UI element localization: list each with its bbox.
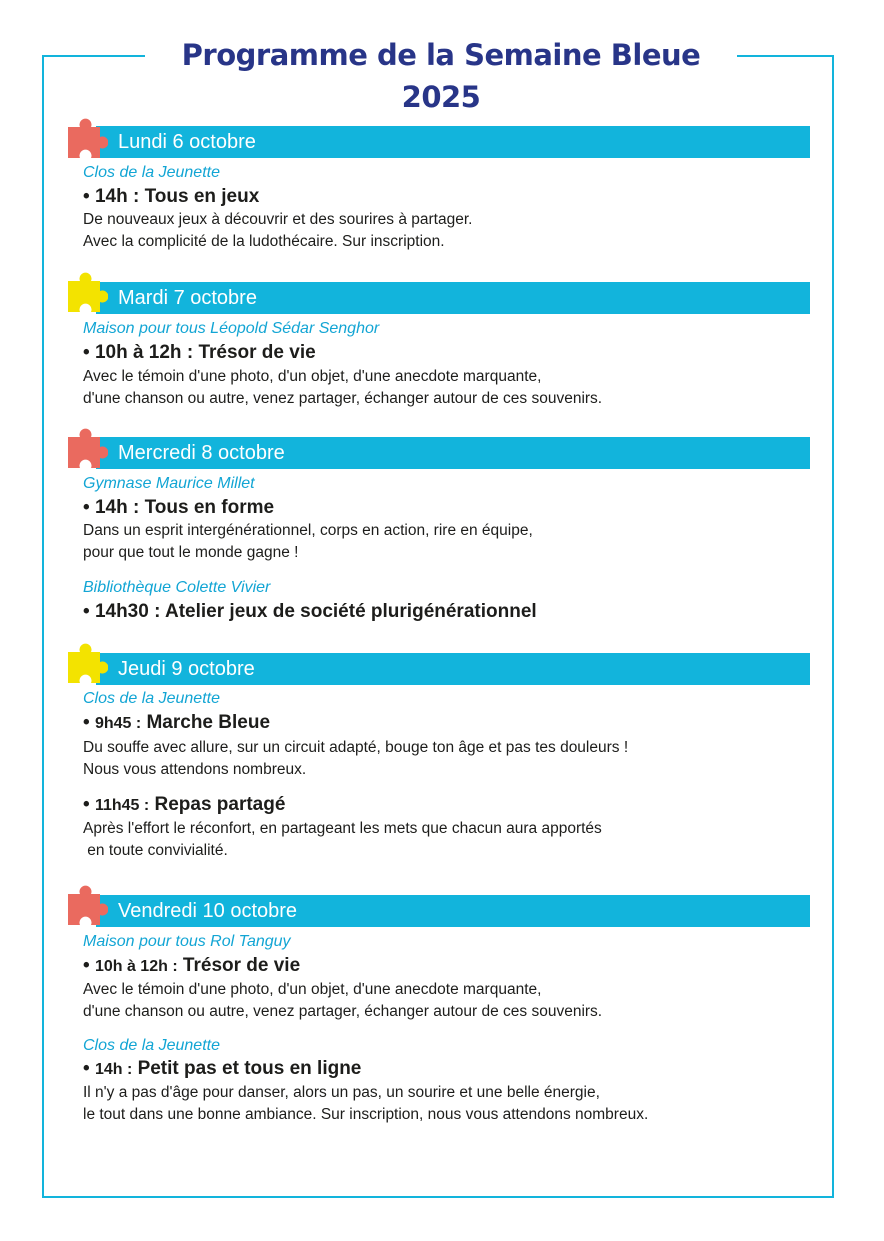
event-description-line: Avec la complicité de la ludothécaire. Sur inscription. <box>83 233 445 250</box>
event-time: 9h45 : <box>94 715 142 732</box>
puzzle-piece-yellow-icon <box>66 272 108 316</box>
event-title: • 14h : Tous en jeux <box>83 186 260 207</box>
event-name: Tous en forme <box>144 497 275 518</box>
event-time: 14h : <box>94 186 140 207</box>
event-time: 10h à 12h : <box>94 342 194 363</box>
event-title: • 11h45 : Repas partagé <box>83 794 286 815</box>
event-title: • 14h30 : Atelier jeux de société plurigénérationnel <box>83 601 537 622</box>
event-description-line: Avec le témoin d'une photo, d'un objet, d'une anecdote marquante, <box>83 981 542 998</box>
day-label: Vendredi 10 octobre <box>118 900 298 922</box>
event-description-line: pour que tout le monde gagne ! <box>83 544 299 561</box>
page-title: Programme de la Semaine Bleue 2025 <box>145 34 737 78</box>
event-title: • 14h : Tous en forme <box>83 497 275 518</box>
venue-name: Maison pour tous Léopold Sédar Senghor <box>83 320 380 337</box>
day-header-mardi <box>96 282 810 314</box>
event-name: Trésor de vie <box>182 955 301 976</box>
event-name: Repas partagé <box>154 794 286 815</box>
venue-name: Clos de la Jeunette <box>83 690 220 707</box>
event-description-line: Avec le témoin d'une photo, d'un objet, d'une anecdote marquante, <box>83 368 542 385</box>
event-description-line: le tout dans une bonne ambiance. Sur inscription, nous vous attendons nombreux. <box>83 1106 649 1123</box>
venue-name: Bibliothèque Colette Vivier <box>83 579 271 596</box>
venue-name: Gymnase Maurice Millet <box>83 475 255 492</box>
day-label: Mercredi 8 octobre <box>118 442 285 464</box>
event-description-line: Dans un esprit intergénérationnel, corps en action, rire en équipe, <box>83 522 533 539</box>
puzzle-piece-yellow-icon <box>66 643 108 687</box>
event-name: Petit pas et tous en ligne <box>137 1058 362 1079</box>
event-description-line: Nous vous attendons nombreux. <box>83 761 307 778</box>
day-header-mercredi <box>96 437 810 469</box>
event-time: 14h : <box>94 1061 133 1078</box>
event-time: 14h : <box>94 497 140 518</box>
venue-name: Clos de la Jeunette <box>83 1037 220 1054</box>
event-title: • 9h45 : Marche Bleue <box>83 712 271 733</box>
event-name: Atelier jeux de société plurigénérationnel <box>165 601 537 622</box>
day-header-lundi <box>96 126 810 158</box>
event-time: 11h45 : <box>94 797 150 814</box>
event-title: • 14h : Petit pas et tous en ligne <box>83 1058 362 1079</box>
puzzle-piece-red-icon <box>66 118 108 162</box>
event-name: Trésor de vie <box>198 342 316 363</box>
event-description-line: Du souffe avec allure, sur un circuit adapté, bouge ton âge et pas tes douleurs ! <box>83 739 629 756</box>
event-description-line: d'une chanson ou autre, venez partager, échanger autour de ces souvenirs. <box>83 390 603 407</box>
event-name: Marche Bleue <box>146 712 271 733</box>
event-description-line: De nouveaux jeux à découvrir et des sourires à partager. <box>83 211 473 228</box>
puzzle-piece-red-icon <box>66 885 108 929</box>
day-label: Mardi 7 octobre <box>118 287 257 309</box>
puzzle-piece-red-icon <box>66 428 108 472</box>
day-label: Jeudi 9 octobre <box>118 658 255 680</box>
venue-name: Maison pour tous Rol Tanguy <box>83 933 291 950</box>
event-description-line: en toute convivialité. <box>83 842 228 859</box>
event-description-line: d'une chanson ou autre, venez partager, échanger autour de ces souvenirs. <box>83 1003 603 1020</box>
day-header-vendredi <box>96 895 810 927</box>
event-description-line: Après l'effort le réconfort, en partageant les mets que chacun aura apportés <box>83 820 602 837</box>
venue-name: Clos de la Jeunette <box>83 164 220 181</box>
day-label: Lundi 6 octobre <box>118 131 256 153</box>
event-name: Tous en jeux <box>144 186 260 207</box>
event-title: • 10h à 12h : Trésor de vie <box>83 342 316 363</box>
event-description-line: Il n'y a pas d'âge pour danser, alors un pas, un sourire et une belle énergie, <box>83 1084 600 1101</box>
day-header-jeudi <box>96 653 810 685</box>
event-title: • 10h à 12h : Trésor de vie <box>83 955 301 976</box>
event-time: 10h à 12h : <box>94 958 178 975</box>
event-time: 14h30 : <box>94 601 161 622</box>
